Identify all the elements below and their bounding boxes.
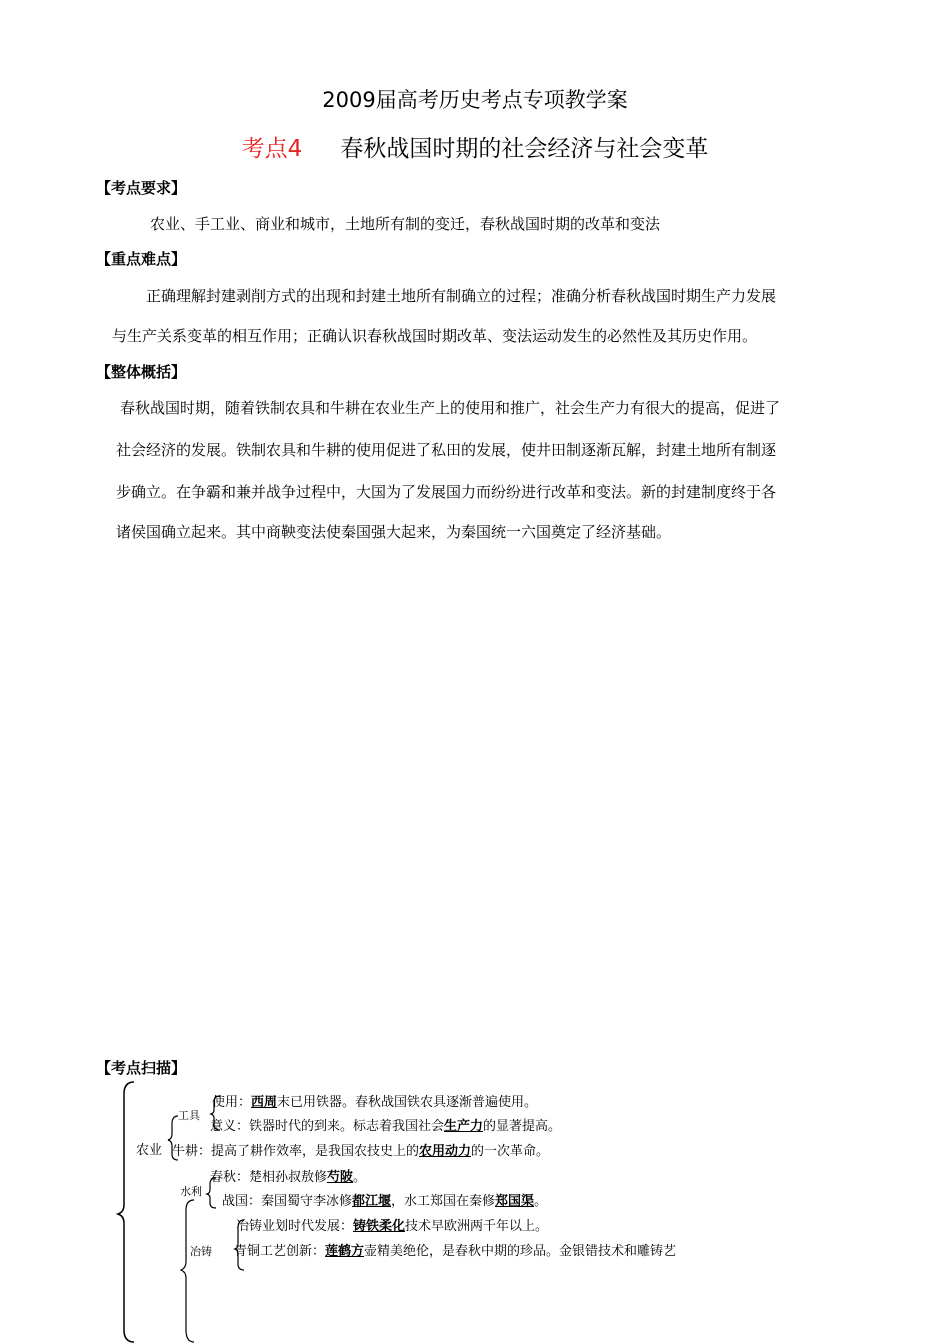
label-handicraft: 冶铸 (190, 1245, 212, 1258)
overview-line-3: 步确立。在争霸和兼并战争过程中，大国为了发展国力而纷纷进行改革和变法。新的封建制度终于各 (116, 483, 777, 501)
overview-line-2: 社会经济的发展。铁制农具和牛耕的使用促进了私田的发展，使井田制逐渐瓦解，封建土地所有制逐 (116, 441, 777, 459)
key-term-shaobei: 芍陂 (327, 1170, 354, 1185)
topic-title: 春秋战国时期的社会经济与社会变革 (340, 136, 709, 162)
overview-heading: 【整体概括】 (96, 363, 187, 381)
item-ox-plough: 牛耕：提高了耕作效率，是我国农技史上的农用动力的一次革命。 (172, 1144, 550, 1159)
item-bronze: 青铜工艺创新：莲鹤方壶精美绝伦，是春秋中期的珍品。金银错技术和雕铸艺 (234, 1244, 677, 1259)
item-warring-states: 战国：秦国蜀守李冰修都江堰，水工郑国在秦修郑国渠。 (222, 1194, 548, 1209)
key-points-line-1: 正确理解封建剥削方式的出现和封建土地所有制确立的过程；准确分析春秋战国时期生产力发展 (146, 287, 777, 305)
label-agriculture: 农业 (136, 1143, 163, 1158)
overview-line-1: 春秋战国时期，随着铁制农具和牛耕在农业生产上的使用和推广，社会生产力有很大的提高，促进了 (120, 399, 781, 417)
topic-label: 考点4 (241, 136, 303, 162)
requirements-heading: 【考点要求】 (96, 179, 187, 197)
item-meaning: 意义：铁器时代的到来。标志着我国社会生产力的显著提高。 (210, 1119, 562, 1134)
key-term-lotus-crane: 莲鹤方 (325, 1244, 365, 1259)
item-use: 使用：西周末已用铁器。春秋战国铁农具逐渐普遍使用。 (212, 1095, 538, 1110)
key-term-xizhou: 西周 (251, 1095, 278, 1110)
document-title: 2009届高考历史考点专项教学案 (322, 88, 628, 112)
overview-line-4: 诸侯国确立起来。其中商鞅变法使秦国强大起来，为秦国统一六国奠定了经济基础。 (116, 523, 672, 541)
label-water: 水利 (180, 1185, 202, 1198)
scan-heading: 【考点扫描】 (96, 1059, 187, 1077)
item-spring-autumn: 春秋：楚相孙叔敖修芍陂。 (210, 1170, 367, 1185)
key-term-cast-iron: 铸铁柔化 (353, 1219, 406, 1234)
key-points-line-2: 与生产关系变革的相互作用；正确认识春秋战国时期改革、变法运动发生的必然性及其历史作用。 (112, 327, 758, 345)
requirements-text: 农业、手工业、商业和城市，土地所有制的变迁，春秋战国时期的改革和变法 (150, 215, 661, 233)
label-tools: 工具 (178, 1109, 200, 1122)
key-term-zhengguoqu: 郑国渠 (495, 1194, 535, 1209)
key-term-dujiangyan: 都江堰 (352, 1194, 392, 1209)
key-term-farm-power: 农用动力 (419, 1144, 472, 1159)
key-term-productivity: 生产力 (444, 1119, 484, 1134)
item-iron-casting: 冶铸业划时代发展：铸铁柔化技术早欧洲两千年以上。 (236, 1219, 549, 1234)
key-points-heading: 【重点难点】 (96, 250, 187, 268)
